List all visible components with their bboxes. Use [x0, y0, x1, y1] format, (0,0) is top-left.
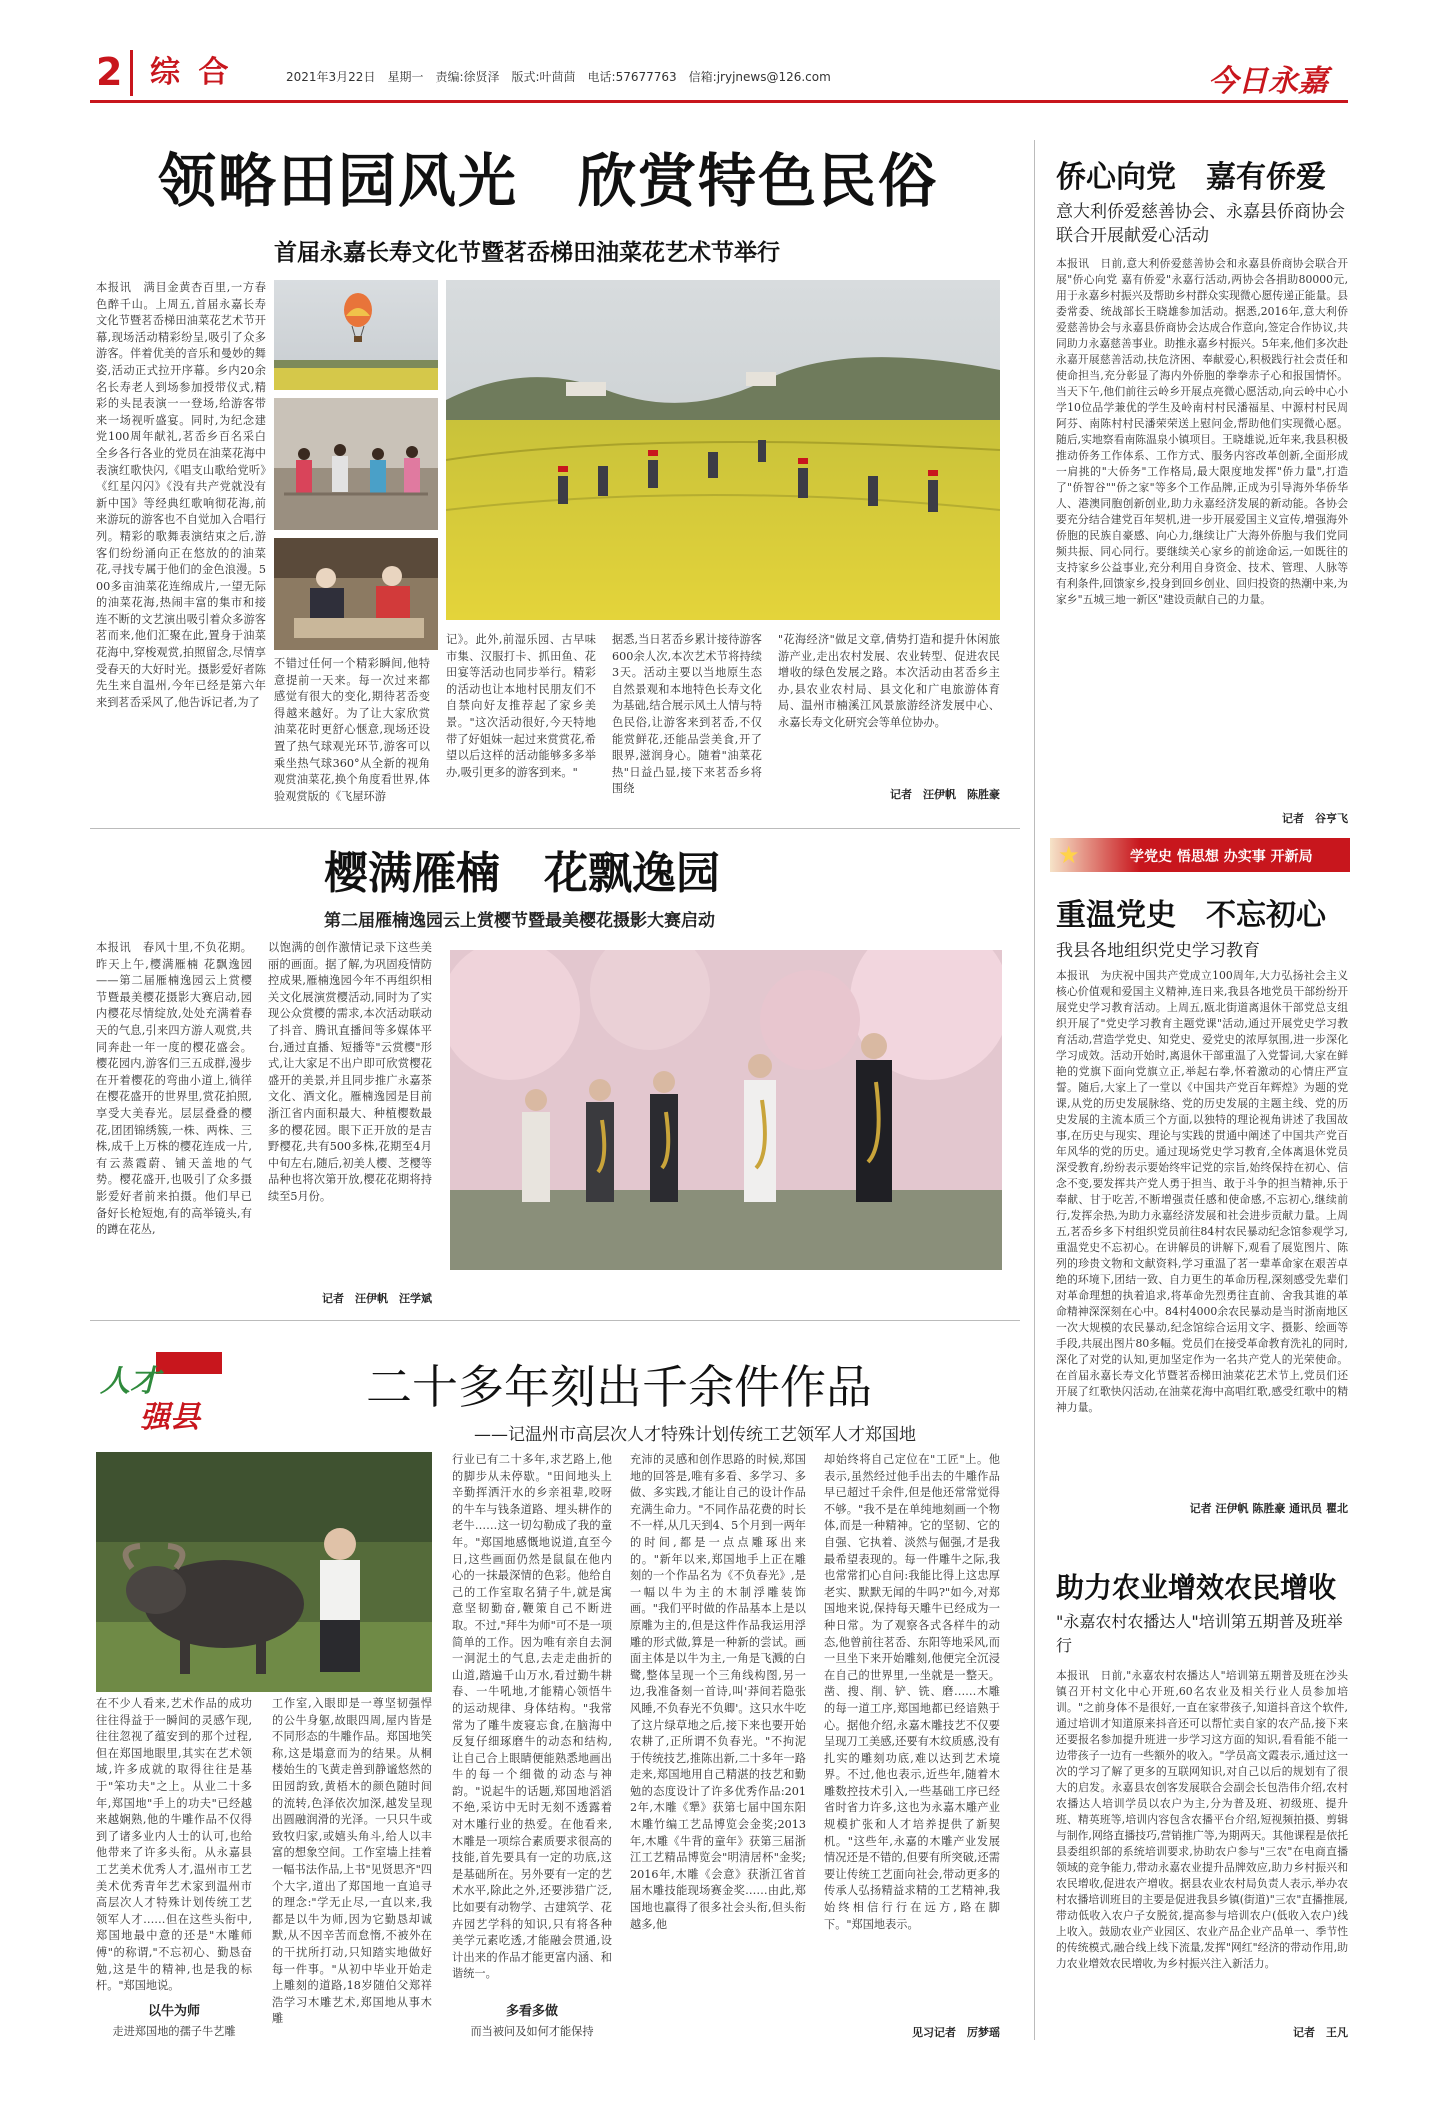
story2-byline: 记者 谷亨飞 — [1282, 812, 1348, 825]
story2-subhead: 意大利侨爱慈善协会、永嘉县侨商协会联合开展献爱心活动 — [1056, 202, 1345, 246]
rapeseed-field-photo — [446, 280, 1000, 620]
talent-logo — [100, 1348, 240, 1435]
story5-col4: 充沛的灵感和创作思路的时候,郑国地的回答是,唯有多看、多学习、多做、多实践,才能让自己的设计作品充满生命力。"不同作品花费的时长不一样,从几天到4、5个月到一两年的时间,都是一点点雕琢出来的。"新年以来,郑国地手上正在雕刻的一个作品名为《不负春光》,是一幅以牛为主的木制浮雕装饰画。"我们平时做的作品基本上是以原雕为主的,但是这件作品我运用浮雕的形式做,算是一种新的尝试。画面主体是以牛为主,一角是飞溅的白鹭,整体呈现一个三角线构图,另一边,我准备刻一首诗,叫'莽间若隐张风睡,不负春光不负卿'。这只水牛吃了这片绿草地之后,接下来也要开始农耕了,正所谓不负春光。"不拘泥于传统技艺,推陈出新,二十多年一路走来,郑国地用自己精湛的技艺和勤勉的态度设计了许多优秀作品:2012年,木雕《犟》获第七届中国东阳木雕竹编工艺品博览会金奖;2013年,木雕《牛背的童年》获第三届浙江工艺精品博览会"明清居杯"金奖;2016年,木雕《会意》获浙江省首届木雕技能现场赛金奖……由此,郑国地也赢得了很多社会头衔,但头衔越多,他 — [630, 1453, 806, 1931]
hot-air-balloon-photo — [274, 280, 438, 390]
column-divider — [1034, 880, 1035, 2040]
story5-byline-mid: 多看多做 — [505, 2004, 558, 2019]
story5-byline: 见习记者 厉梦瑶 — [912, 2026, 1000, 2039]
story5-byline-left: 以牛为师 — [147, 2004, 200, 2019]
masthead-divider — [130, 50, 133, 96]
party-history-banner — [1050, 838, 1350, 872]
star-icon: ★ — [1058, 841, 1080, 869]
story3-col1: 本报讯 春风十里,不负花期。昨天上午,樱满雁楠 花飘逸园——第二届雁楠逸园云上赏樱节暨最美樱花摄影大赛启动,园内樱花尽情绽放,处处充满着春天的气息,引来四方游人观赏,共同奔赴一年一度的樱花盛会。樱花园内,游客们三五成群,漫步在开着樱花的弯曲小道上,徜徉在樱花盛开的世界里,赏花拍照,享受大美春光。层层叠叠的樱花,团团锦绣簇,一株、两株、三株,成千上万株的樱花连成一片,有云蒸霞蔚、铺天盖地的气势。樱花盛开,也吸引了众多摄影爱好者前来拍摄。他们早已备好长枪短炮,有的高举镜头,有的蹲在花丛, — [96, 941, 252, 1237]
story1-byline: 记者 汪伊帆 陈胜豪 — [890, 788, 1000, 801]
story5-byline-left-sub: 走进郑国地的孺子牛艺雕 — [112, 2025, 236, 2038]
story4-byline: 记者 汪伊帆 陈胜豪 通讯员 瞿北 — [1189, 1502, 1348, 1515]
carver-with-buffalo-photo — [96, 1452, 432, 1692]
paper-logo: 今日永嘉 — [1208, 64, 1328, 99]
story3-byline: 记者 汪伊帆 汪学斌 — [322, 1292, 432, 1305]
section-title: 综 合 — [150, 55, 233, 90]
story1-col4: 据悉,当日茗岙乡累计接待游客600余人次,本次艺术节将持续3天。活动主要以当地原生态自然景观和本地特色长寿文化为基础,结合展示风土人情与特色民俗,让游客来到茗岙,不仅能赏鲜花,还能品尝美食,开了眼界,滋润身心。随着"油菜花热"日益凸显,接下来茗岙乡将围绕 — [612, 633, 762, 796]
story5-col2: 工作室,入眼即是一尊坚韧强悍的公牛身躯,故眼四周,屋内皆是不同形态的牛雕作品。郑国地笑称,这是塌意而为的结果。从桐楼始生的飞黄走兽到静谧悠然的田园韵致,黄梧木的颜色随时间的流转,色泽依次加深,越发呈现出圆融润滑的光泽。一只只牛或致牧归家,或嬉头角斗,给人以丰富的想象空间。工作室墙上挂着一幅书法作品,上书"见贤思齐"四个大字,道出了郑国地一直追寻的理念:"学无止尽,一直以来,我都是以牛为师,因为它勤恳却诚默,从不因辛苦而怠惰,不被外在的干扰所打动,只知踏实地做好每一件事。"从初中毕业开始走上雕刻的道路,18岁随伯父郑祥浩学习木雕艺术,郑国地从事木雕 — [272, 1697, 432, 2026]
story6-headline: 助力农业增效农民增收 — [1056, 1571, 1337, 1604]
story6-subhead: "永嘉农村农播达人"培训第五期普及班举行 — [1056, 1612, 1343, 1655]
dancers-photo — [274, 398, 438, 530]
story1-col3: 记》。此外,前湿乐园、古早味市集、汉服打卡、抓田鱼、花田宴等活动也同步举行。精彩的活动也让本地村民朋友们不自禁向好友推荐起了家乡美景。"这次活动很好,今天特地带了好姐妹一起过来赏赏花,希望以后这样的活动能够多多举办,吸引更多的游客到来。" — [446, 633, 596, 779]
story5-col1: 在不少人看来,艺术作品的成功往往得益于一瞬间的灵感乍现,往往忽视了蕴安到的那个过程,但在郑国地眼里,其实在艺术领域,许多成就的取得往往是基于"笨功夫"之上。从业二十多年,郑国地"手上的功夫"已经越来越娴熟,他的牛雕作品不仅得到了诸多业内人士的认可,也给他带来了许多头衔。从永嘉县工艺美术优秀人才,温州市工艺美术优秀青年艺术家到温州市高层次人才特殊计划传统工艺领军人才……但在这些头衔中,郑国地最中意的还是"木雕师傅"的称谓,"不忘初心、勤恳奋勉,这是牛的精神,也是我的标杆。"郑国地说。 — [96, 1697, 252, 1993]
story1-col2: 不错过任何一个精彩瞬间,他特意提前一天来。每一次过来都感觉有很大的变化,期待茗岙变得越来越好。为了让大家欣赏油菜花时更舒心惬意,现场还设置了热气球观光环节,游客可以乘坐热气球360°从全新的视角观赏油菜花,换个角度看世界,体验观赏版的《飞屋环游 — [274, 657, 430, 803]
story3-headline: 樱满雁楠 花飘逸园 — [324, 848, 720, 899]
story5-col3: 行业已有二十多年,求艺路上,他的脚步从未停歇。"田间地头上辛勤挥洒汗水的乡亲祖辈,咬呀的牛车与钱条道路、埋头耕作的老牛……这一切勾勒成了我的童年。"郑国地感慨地说道,直至今日,这些画面仍然是鼠鼠在他内心的一抹最深情的色彩。他给自己的工作室取名猜子牛,就是寓意坚韧勤奋,鞭策自己不断进取。不过,"拜牛为师"可不是一项简单的工作。因为唯有亲自去洞一洞泥土的气息,去走走曲折的山道,踏遍千山万水,看过勤牛耕春、一牛吼地,才能精心领悟牛的运动规律、身体结构。"我常常为了雕牛废寝忘食,在脑海中反复仔细琢磨牛的动态和结构,让自己合上眼睛便能熟悉地画出牛的每一个细微的动态与神韵。"说起牛的话题,郑国地滔滔不绝,采访中无时无刻不透露着对木雕行业的热爱。在他看来,木雕是一项综合素质要求很高的技能,首先要具有一定的功底,这是基础所在。另外要有一定的艺术水平,除此之外,还要涉猎广泛,比如要有动物学、古建筑学、花卉园艺学科的知识,只有将各种美学元素吃透,才能融会贯通,设计出来的作品才能更富内涵、和谐统一。 — [452, 1453, 612, 1981]
story4-body: 本报讯 为庆祝中国共产党成立100周年,大力弘扬社会主义核心价值观和爱国主义精神,连日来,我县各地党员干部纷纷开展党史学习教育活动。上周五,瓯北街道离退休干部党总支组织开展了"党史学习教育主题党课"活动,通过开展党史学习教育活动,营造学党史、知党史、爱党史的浓厚氛围,进一步深化学习成效。活动开始时,离退休干部重温了入党誓词,大家在鲜艳的党旗下面向党旗立正,举起右拳,怀着激动的心情庄严宣誓。随后,大家上了一堂以《中国共产党百年辉煌》为题的党课,从党的历史发展脉络、党的历史发展的主题主线、党的历史发展的主流本质三个方面,以独特的理论视角讲述了我国故事,在历史与现实、理论与实践的贯通中阐述了中国共产党百年风华的党的历史。通过现场党史学习教育,全体离退休党员深受教育,纷纷表示要始终牢记党的宗旨,始终保持在初心、信念不变,要发挥共产党人勇于担当、敢于斗争的担当精神,乐于奉献、甘于吃苦,不断增强责任感和使命感,不忘初心,继续前行,发挥余热,为助力永嘉经济发展和社会进步贡献力量。上周五,茗岙乡多下村组织党员前往84村农民暴动纪念馆参观学习,重温党史不忘初心。在讲解员的讲解下,观看了展览图片、陈列的珍贵文物和文献资料,学习重温了茗一辈革命家在艰苦卓绝的环境下,团结一致、自力更生的革命历程,深刻感受先辈们对革命理想的执着追求,将革命先烈勇往直前、舍我其谁的革命精神深深刻在心中。84村4000余农民暴动是当时浙南地区一次大规模的农民暴动,纪念馆综合运用文字、摄影、绘画等手段,共展出图片80多幅。党员们在接受革命教育洗礼的同时,深化了对党的认知,更加坚定作为一名共产党人的光荣使命。在首届永嘉长寿文化节暨茗岙梯田油菜花艺术节上,党员们还开展了红歌快闪活动,在油菜花海中高唱红歌,感受红歌中的精神力量。 — [1056, 969, 1348, 1414]
masthead-rule — [90, 100, 1348, 103]
story-divider — [90, 1320, 1020, 1321]
logo-top: 人才 — [100, 1364, 160, 1399]
story1-col1: 本报讯 满目金黄杏百里,一方春色醉千山。上周五,首届永嘉长寿文化节暨茗岙梯田油菜花艺术节开幕,现场活动精彩纷呈,吸引了众多游客。伴着优美的音乐和曼妙的舞姿,活动正式拉开序幕。乡内20余名长寿老人到场参加授带仪式,精彩的头昆表演一一登场,给游客带来一场视听盛宴。同时,为纪念建党100周年献礼,茗岙乡百名采白全乡各行各业的党员在油菜花海中表演红歌快闪,《唱支山歌给党听》《红星闪闪》《没有共产党就没有新中国》等经典红歌响彻花海,前来游玩的游客也不自觉加入合唱行列。精彩的歌舞表演结束之后,游客们纷纷涌向正在悠放的的油菜花,寻找专属于他们的金色浪漫。500多亩油菜花连绵成片,一望无际的油菜花海,热闹丰富的集市和接连不断的文艺演出吸引着众多游客茗而来,他们汇聚在此,置身于油菜花海中,穿梭观赏,拍照留念,尽情享受春天的大好时光。摄影爱好者陈先生来自温州,今年已经是第六年来到茗岙采风了,他告诉记者,为了 — [96, 281, 266, 709]
story5-byline-mid-sub: 而当被问及如何才能保持 — [470, 2025, 594, 2038]
story1-headline: 领略田园风光 欣赏特色民俗 — [158, 147, 939, 215]
masthead-meta: 2021年3月22日 星期一 责编:徐贤泽 版式:叶茴茴 电话:57677763 信箱:jryjnews@126.com — [286, 70, 831, 84]
story6-body: 本报讯 日前,"永嘉农村农播达人"培训第五期普及班在沙头镇召开村文化中心开班,60名农业及相关行业人员参加培训。"之前身体不是很好,一直在家带孩子,知道抖音这个软件,通过培训才知道原来抖音还可以帮忙卖自家的农产品,接下来还要报名参加提升班进一步学习这方面的知识,看看能不能一边带孩子一边有一些额外的收入。"学员高文霞表示,通过这一次的学习了解了更多的互联网知识,对自己以后的规划有了很大的启发。永嘉县农创客发展联合会副会长包浩伟介绍,农村农播达人培训学员以农户为主,分为普及班、初级班、提升班、精英班等,培训内容包含农播平台介绍,短视频拍摄、剪辑与制作,网络直播技巧,营销推广等,为期两天。其他课程是依托县委组织部的系统培训要求,协助农户参与"三农"在电商直播领域的竞争能力,带动永嘉农业提升品牌效应,助力乡村振兴和农民增收,促进农产增收。据县农业农村局负责人表示,举办农村农播培训班目的主要是促进我县乡镇(街道)"三农"直播推展,带动低收入农户子女脱贫,提高参与培训农户(低收入农户)线上收入。鼓励农业产业园区、农业产品企业产品单一、季节性的传统模式,融合线上线下流量,发挥"网红"经济的带动作用,助力农业增效农民增收,为乡村振兴注入新活力。 — [1056, 1669, 1348, 1970]
story3-subhead: 第二届雁楠逸园云上赏樱节暨最美樱花摄影大赛启动 — [324, 911, 715, 931]
story1-subhead: 首届永嘉长寿文化节暨茗岙梯田油菜花艺术节举行 — [274, 240, 780, 266]
story5-headline: 二十多年刻出千余件作品 — [366, 1360, 872, 1414]
story-divider — [90, 828, 1020, 829]
story3-col2: 以饱满的创作激情记录下这些美丽的画面。据了解,为巩固疫情防控成果,雁楠逸园今年不再组织相关文化展演赏樱活动,同时为了实现公众赏樱的需求,本次活动联动了抖音、腾讯直播间等多媒体平台,通过直播、短播等"云赏樱"形式,让大家足不出户即可欣赏樱花盛开的美景,并且同步推广永嘉茶文化、酒文化。雁楠逸园是目前浙江省内面积最大、种植樱数最多的樱花园。眼下正开放的是吉野樱花,共有500多株,花期至4月中旬左右,随后,初美人樱、芝樱等品种也将次第开放,樱花花期将持续至5月份。 — [268, 941, 432, 1203]
vendor-photo — [274, 538, 438, 650]
story4-subhead: 我县各地组织党史学习教育 — [1056, 941, 1260, 961]
saxophone-musicians-photo — [450, 950, 1002, 1270]
story1-col5: "花海经济"做足文章,倩势打造和提升休闲旅游产业,走出农村发展、农业转型、促进农民增收的绿色发展之路。本次活动由茗岙乡主办,县农业农村局、县文化和广电旅游体育局、温州市楠溪江风景旅游经济发展中心、永嘉长寿文化研究会等单位协办。 — [778, 633, 1000, 729]
logo-bottom: 强县 — [140, 1400, 200, 1435]
banner-text: 学党史 悟思想 办实事 开新局 — [1130, 849, 1313, 865]
page-number: 2 — [96, 50, 123, 94]
story4-headline: 重温党史 不忘初心 — [1056, 898, 1326, 933]
story2-body: 本报讯 日前,意大利侨爱慈善协会和永嘉县侨商协会联合开展"侨心向党 嘉有侨爱"永嘉行活动,两协会各捐助80000元,用于永嘉乡村振兴及帮助乡村群众实现微心愿传递正能量。县委常委、统战部长王晓雄参加活动。据悉,2016年,意大利侨爱慈善协会与永嘉县侨商协会达成合作意向,签定合作协议,共同助力永嘉慈善事业。助推永嘉乡村振兴。5年来,他们多次赴永嘉开展慈善活动,扶危济困、奉献爱心,积极践行社会责任和使命担当,充分彰显了海内外侨胞的拳拳赤子心和报国情怀。当天下午,他们前往云岭乡开展点亮微心愿活动,向云岭中心小学10位品学兼优的学生及岭南村村民潘福星、中源村村民周阿芬、南陈村村民潘荣荣送上慰问金,帮助他们实现微心愿。随后,实地察看南陈温泉小镇项目。王晓雄说,近年来,我县积极推动侨务工作体系、工作方式、服务内容改革创新,全面形成一肩挑的"大侨务"工作格局,最大限度地发挥"侨力量",打造了"侨智谷""侨之家"等多个工作品牌,正成为引导海外华侨华人、港澳同胞创新创业,助力永嘉经济发展的新动能。各协会要充分结合建党百年契机,进一步开展爱国主义宣传,增强海外侨胞的民族自豪感、向心力,继续让广大海外侨胞与我们党同频共振、同心同行。要继续关心家乡的前途命运,一如既往的支持家乡公益事业,充分利用自身资金、技术、管理、人脉等有利条件,回馈家乡,投身到回乡创业、回归投资的热潮中来,为家乡"五城三地一新区"建设贡献自己的力量。 — [1056, 257, 1348, 606]
story5-subhead: ——记温州市高层次人才特殊计划传统工艺领军人才郑国地 — [474, 1425, 916, 1445]
story5-col5: 却始终将自己定位在"工匠"上。他表示,虽然经过他手出去的牛雕作品早已超过千余件,但是他还常常觉得不够。"我不是在单纯地刻画一个物体,而是一种精神。它的坚韧、它的自强、它执着、淡然与倔强,才是我最希望表现的。每一件雕牛之际,我也常常扪心自问:我能比得上这忠厚老实、默默无闻的牛吗?"如今,对郑国地来说,保持每天雕牛已经成为一种日常。为了观察各式各样牛的动态,他曾前往茗岙、东阳等地采风,而一旦坐下来开始雕刻,他便完全沉浸在自己的世界里,一坐就是一整天。凿、搜、削、铲、铣、磨……木雕的每一道工序,郑国地都已经谙熟于心。据他介绍,永嘉木雕技艺不仅要呈现刀工美感,还要有木纹质感,没有扎实的雕刻功底,难以达到艺术境界。不过,他也表示,近些年,随着木雕数控技术引入,一些基础工序已经省时省力许多,这也为永嘉木雕产业规模扩张和人才培养提供了新契机。"这些年,永嘉的木雕产业发展情况还是不错的,但要有所突破,还需要让传统工艺面向社会,带动更多的传承人弘扬精益求精的工艺精神,我始终相信行行在远方,路在脚下。"郑国地表示。 — [824, 1453, 1000, 1931]
story2-headline: 侨心向党 嘉有侨爱 — [1056, 160, 1326, 195]
story6-byline: 记者 王凡 — [1293, 2026, 1348, 2039]
logo-red-bar — [156, 1352, 222, 1374]
